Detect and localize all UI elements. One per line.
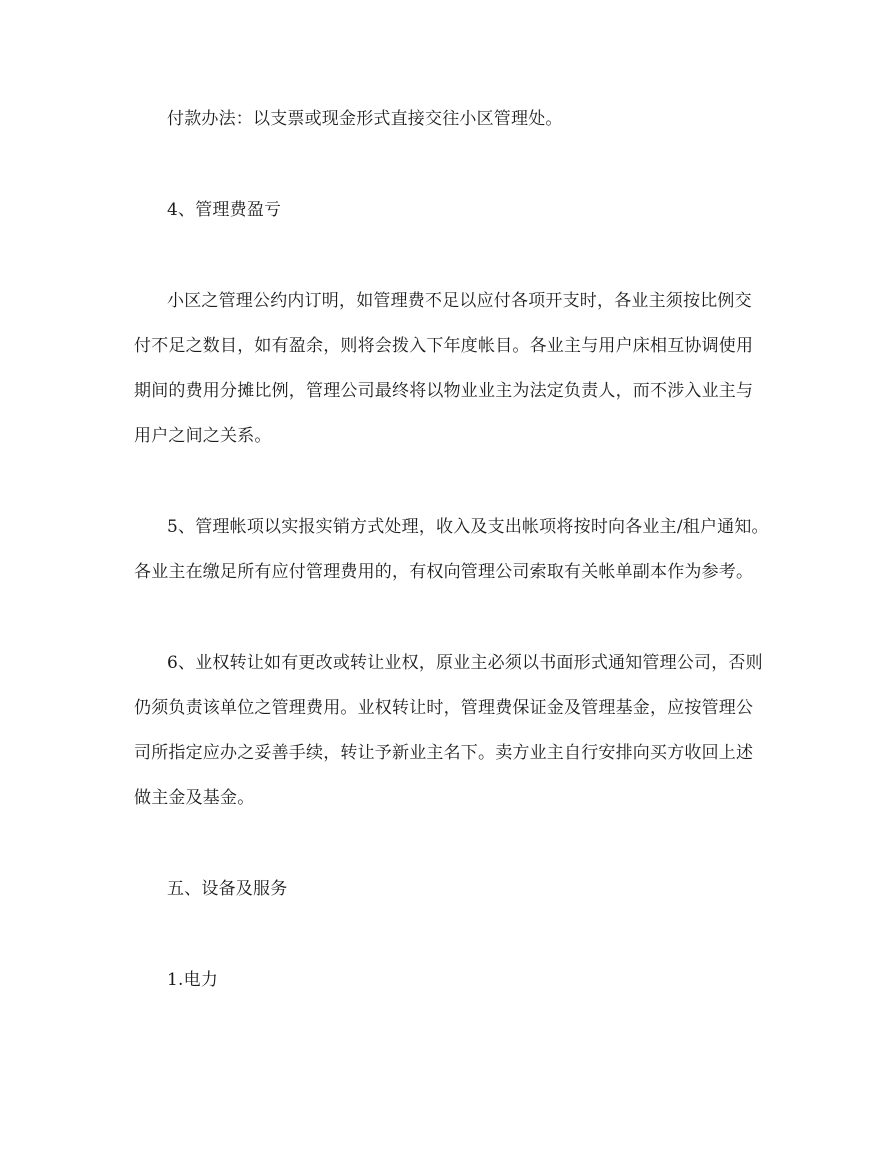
payment-method-text: 付款办法：以支票或现金形式直接交往小区管理处。 [167, 109, 563, 129]
section-6-line-3: 司所指定应办之妥善手续，转让予新业主名下。卖方业主自行安排向买方收回上述 [134, 743, 754, 763]
section-6-line-4: 做主金及基金。 [134, 788, 255, 808]
section-4-line-4: 用户之间之关系。 [134, 426, 272, 446]
section-4-line-2: 付不足之数目，如有盈余，则将会拨入下年度帐目。各业主与用户床相互协调使用 [134, 336, 754, 356]
section-5-line-2: 各业主在缴足所有应付管理费用的，有权向管理公司索取有关帐单副本作为参考。 [134, 562, 754, 582]
section-6-line-1: 6、业权转让如有更改或转让业权，原业主必须以书面形式通知管理公司，否则 [167, 653, 763, 673]
item-1-heading: 1.电力 [167, 970, 219, 990]
section-4-heading: 4、管理费盈亏 [167, 200, 282, 220]
chapter-5-heading: 五、设备及服务 [167, 879, 288, 899]
section-4-line-1: 小区之管理公约内订明，如管理费不足以应付各项开支时，各业主须按比例交 [167, 291, 752, 311]
section-5-line-1: 5、管理帐项以实报实销方式处理，收入及支出帐项将按时向各业主/租户通知。 [167, 517, 769, 537]
section-6-line-2: 仍须负责该单位之管理费用。业权转让时，管理费保证金及管理基金，应按管理公 [134, 698, 754, 718]
section-4-line-3: 期间的费用分摊比例，管理公司最终将以物业业主为法定负责人，而不涉入业主与 [134, 381, 754, 401]
